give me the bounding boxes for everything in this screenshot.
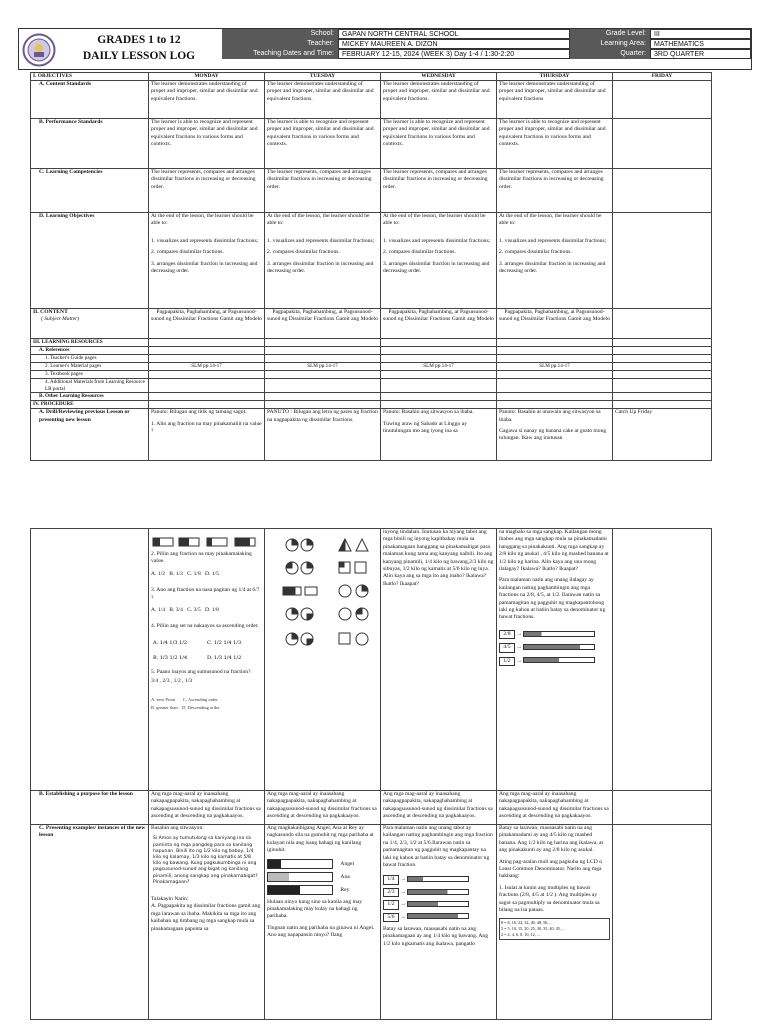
grade-value: III — [650, 29, 751, 39]
thursday-header: THURSDAY — [497, 73, 613, 81]
arrow-icon: → — [400, 876, 406, 883]
drill-question-1: 1. Alin ang fraction na may pinakamaliit na value ? — [151, 420, 262, 434]
fraction-bars — [499, 630, 610, 666]
objectives-cell — [497, 213, 613, 309]
row-label: 1. Teacher's Guide pages — [31, 355, 149, 363]
cell: The learner represents, compares and arranges dissimilar fractions in increasing or decreasing order. — [265, 169, 381, 213]
option: A. 1/4 — [151, 607, 165, 614]
wednesday-header: WEDNESDAY — [381, 73, 497, 81]
fraction-bar-row — [499, 657, 610, 666]
fraction-bar — [407, 913, 469, 919]
row-label: 4. Additional Materials from Learning Resource LR portal — [31, 379, 149, 393]
shaded-rectangle — [267, 885, 333, 895]
content-sublabel: ( Subject Matter) — [41, 316, 80, 323]
situation-intro: Basahin ang sitwasyon: — [151, 825, 204, 831]
obj-intro: At the end of the lesson, the learner should be able to: — [151, 213, 254, 227]
lesson-log-table — [30, 72, 712, 461]
cell: Ang mga mag-aaral ay inaasahang nakapagpapakita, nakapaghahambing at nakapagsusunod-sunod ng dissimilar fractions sa ascending at descending na pagkakaayos. — [265, 791, 381, 825]
cell: Pagpapakita, Paghahambing, at Pagsusunod-sunod ng Dissimilar Fractions Gamit ang Modelo — [149, 309, 265, 339]
presenting-wednesday-cell — [381, 825, 497, 1020]
drill-cell — [149, 409, 265, 461]
question-2-options — [151, 571, 262, 578]
cell: SLM pp.14-17 — [497, 363, 613, 371]
presenting-monday-cell — [149, 825, 265, 1020]
option: B. 1/3 — [169, 570, 183, 577]
question-5-fractions: 3/4 , 2/3 , 1/2 , 1/3 — [151, 678, 193, 685]
fraction-bars — [383, 875, 494, 922]
presenting-thursday-cell — [497, 825, 613, 1020]
cell: The learner is able to recognize and represent proper and improper, similar and dissimilar and equivalent fractions in various forms and contexts. — [265, 119, 381, 169]
cell — [613, 119, 712, 169]
option: B. greater than — [151, 704, 178, 710]
drill-situation: Tuwing araw ng Sabado at Linggo ay tinutulungan mo ang iyong ina sa — [383, 420, 467, 434]
quarter-value: 3RD QUARTER — [650, 49, 751, 59]
obj-1: 1. visualizes and represents dissimilar fractions; — [383, 237, 491, 244]
cell: The learner is able to recognize and represent proper and improper, similar and dissimilar and equivalent fractions in various forms and contexts. — [381, 119, 497, 169]
cell: The learner demonstrates understanding of proper and improper, similar and dissimilar and equivalent fractions — [497, 81, 613, 119]
cell — [613, 309, 712, 339]
option: A. 1/2 — [151, 570, 165, 577]
fraction-bar-row — [383, 875, 494, 884]
teacher-label: Teacher: — [222, 39, 338, 49]
fraction-bar — [407, 876, 469, 882]
row-label: C. Learning Competencies — [31, 169, 149, 213]
drill-tuesday-cell — [265, 529, 381, 791]
arrow-icon: → — [516, 630, 522, 637]
fraction-label: 1/2 — [383, 900, 399, 909]
content-label-cell — [31, 309, 149, 339]
row-label: A. Drill/Reviewing previous Lesson or presenting new lesson — [31, 409, 149, 461]
other-resources-row — [31, 393, 712, 401]
fraction-bar-row — [383, 900, 494, 909]
document-title — [59, 32, 219, 64]
cell: The learner is able to recognize and represent proper and improper, similar and dissimilar and equivalent fractions in various forms and contexts. — [497, 119, 613, 169]
option: D. 1/5 — [204, 570, 219, 577]
obj-3: 3. arranges dissimilar fraction in increasing and decreasing order. — [151, 260, 258, 275]
objectives-cell — [149, 213, 265, 309]
svg-text:C. 1/2 1/4 1/3: C. 1/2 1/4 1/3 — [207, 639, 242, 646]
fraction-label: 2/3 — [383, 888, 399, 897]
fraction-bar-row — [383, 913, 494, 922]
guess-text: Hulaan ninyo kung sino sa kanila ang may pinakamalaking may kulay na bahagi ng parihaba. — [267, 898, 363, 920]
svg-text:A. 1/4 1/3 1/2: A. 1/4 1/3 1/2 — [153, 639, 188, 646]
cell: SLM pp.14-17 — [265, 363, 381, 371]
arrow-icon: → — [516, 657, 522, 664]
content-standards-row — [31, 81, 712, 119]
page-gap — [0, 480, 768, 528]
school-label: School: — [222, 29, 338, 39]
row-label: A. References — [31, 347, 149, 355]
drill-cell — [497, 409, 613, 461]
area-label: Learning Area: — [570, 39, 650, 49]
monday-header: MONDAY — [149, 73, 265, 81]
fraction-bar — [523, 657, 595, 663]
drill-situation: Gagawa si nanay ng banana cake at gusto mong tulungan. Ikaw ang inutusan — [499, 428, 607, 442]
cell: The learner demonstrates understanding of proper and improper, similar and dissimilar and equivalent fractions. — [381, 81, 497, 119]
row-label: B. Performance Standards — [31, 119, 149, 169]
fraction-shapes-image — [151, 537, 259, 547]
lm-row — [31, 363, 712, 371]
obj-2: 2. compares dissimilar fractions. — [151, 249, 224, 256]
name-label: Angel — [340, 860, 355, 867]
cell: Ang mga mag-aaral ay inaasahang nakapagpapakita, nakapaghahambing at nakapagsusunod-sunod ng dissimilar fractions sa ascending at descending na pagkakaayos. — [381, 791, 497, 825]
question-4: 4. Piliin ang set na nakaayos sa ascending order. — [151, 623, 259, 630]
rectangles-figure — [267, 859, 378, 895]
references-row — [31, 347, 712, 355]
title-line-1: GRADES 1 to 12 — [97, 34, 181, 46]
fraction-sets-image — [151, 635, 259, 665]
option: B. 3/4 — [169, 607, 183, 614]
fraction-label: 1/4 — [383, 875, 399, 884]
drill-monday-cell — [149, 529, 265, 791]
fraction-label: 4/5 — [499, 643, 515, 652]
arrow-icon: → — [516, 644, 522, 651]
textbook-row — [31, 371, 712, 379]
page-2 — [0, 528, 768, 1024]
fraction-label: 2/8 — [499, 630, 515, 639]
resources-row — [31, 339, 712, 347]
name-label: Ana — [340, 873, 350, 880]
performance-standards-row — [31, 119, 712, 169]
situation-box: Si Amos ay tumutulong sa kaniyang ina sa paminta ng mga pangdeg para sa kanilang hapunan. Binili ito ng 1/2 kilo ng baboy, 1/4 kilo ng kalamay, 1/3 kilo ng kamatis at 5/8 kilo ng bawang. Kung pagkukumbinga ni ang pagsusunod-sunod ang bigat ng kanilang pinamili, anong sangkap ang pinakamabigat? Pinakamagaan? — [153, 836, 258, 885]
lesson-log-table-continued — [30, 528, 712, 1020]
option: D. 1/8 — [204, 607, 219, 614]
obj-2: 2. compares dissimilar fractions. — [383, 249, 456, 256]
situation-text: Ang magkakaibigang Angel, Ana at Rey ay nagkasundo sila na gumuhit ng mga parihaba at kulayan nila ang isang bahagi ng kanilang iginuhit. — [267, 825, 374, 854]
fraction-bar-row — [499, 630, 610, 639]
objectives-row — [31, 213, 712, 309]
cell: SLM pp.14-17 — [381, 363, 497, 371]
dates-label: Teaching Dates and Time: — [222, 49, 338, 59]
question-5: 5. Paano inayos ang sumusunod na fraction? — [151, 668, 251, 675]
obj-intro: At the end of the lesson, the learner should be able to: — [267, 213, 370, 227]
dates-value: FEBRUARY 12-15, 2024 (WEEK 3) Day 1-4 / 1:30-2:20 — [338, 49, 570, 59]
obj-1: 1. visualizes and represents dissimilar fractions; — [499, 237, 607, 244]
cell: Catch Up Friday — [613, 409, 712, 461]
establish-row — [31, 791, 712, 825]
content-label: II. CONTENT — [33, 309, 68, 315]
cell: The learner represents, compares and arranges dissimilar fractions in increasing or decreasing order. — [149, 169, 265, 213]
row-label: 2. Learner's Material pages — [31, 363, 149, 371]
obj-2: 2. compares dissimilar fractions. — [499, 249, 572, 256]
cell: The learner demonstrates understanding of proper and improper, similar and dissimilar and equivalent fractions. — [265, 81, 381, 119]
multiples-line: 2 = 2, 4, 6, 8, 10, 12, ... — [501, 932, 541, 938]
cell: PANUTO : Bilugan ang letra ng pares ng fraction na nagpapakita ng dissimilar fractions. — [265, 409, 381, 461]
objectives-cell — [265, 213, 381, 309]
question-3-options — [151, 607, 262, 614]
tg-row — [31, 355, 712, 363]
header — [18, 28, 752, 70]
arrow-icon: → — [400, 888, 406, 895]
multiples-box — [499, 918, 610, 940]
cell: The learner represents, compares and arranges dissimilar fractions in increasing or decreasing order. — [381, 169, 497, 213]
arrow-icon: → — [400, 913, 406, 920]
page-1 — [0, 0, 768, 480]
shaded-rectangle — [267, 859, 333, 869]
obj-intro: At the end of the lesson, the learner should be able to: — [383, 213, 486, 227]
drill-instruction: Panuto: Bilugan ang titik ng tamang sagot. — [151, 409, 247, 416]
question-3: 3. Ano ang fraction na nasa pagitan ng 1/4 at 6/7 ? — [151, 587, 260, 601]
drill-instruction: Panuto: Basahin at unawain ang sitwasyon sa ibaba. — [499, 409, 601, 423]
cell — [613, 81, 712, 119]
shaded-rectangle — [267, 872, 333, 882]
option: C. 1/8 — [187, 570, 201, 577]
presenting-row — [31, 825, 712, 1020]
fraction-bar-row — [499, 643, 610, 652]
rectangle-row — [267, 872, 378, 882]
row-label: A. Content Standards — [31, 81, 149, 119]
option: C. Ascending order — [183, 696, 218, 702]
rectangle-row — [267, 885, 378, 895]
option: C. 3/5 — [187, 607, 201, 614]
grade-label: Grade Level: — [570, 29, 650, 39]
observe-text: Tingnan natin ang parihaba na ginawa ni Angel. Ano ang napapansin ninyo? Ilang — [267, 924, 375, 939]
row-label: III. LEARNING RESOURCES — [31, 339, 149, 347]
procedure-row — [31, 401, 712, 409]
svg-text:B. 1/3 1/2 1/4: B. 1/3 1/2 1/4 — [153, 654, 188, 661]
row-label: D. Learning Objectives — [31, 213, 149, 309]
presenting-tuesday-cell — [265, 825, 381, 1020]
obj-3: 3. arranges dissimilar fraction in increasing and decreasing order. — [267, 260, 374, 275]
discussion-text: A. Pagpapakita ng dissimilar fractions gamit ang mga larawan sa ibaba. Makikita sa mga ito ang kaibahan ng timbang ng mga sangkap mula sa pinakamagaan papunta sa — [151, 903, 261, 932]
title-line-2: DAILY LESSON LOG — [82, 50, 196, 62]
obj-2: 2. compares dissimilar fractions. — [267, 249, 340, 256]
deped-seal-icon — [22, 33, 56, 67]
conclusion-text: Batay sa larawan, mausasabi natin na ang pinakamagaan ay ang 1/4 kilo ng bawang. Ang 1/2 kilo ngkamatis ang ikalawa, pangatlo — [383, 926, 489, 947]
row-label: B. Establishing a purpose for the lesson — [31, 791, 149, 825]
row-label: C. Presenting examples/ instances of the new lesson — [31, 825, 149, 1020]
fraction-label: 1/2 — [499, 657, 515, 666]
fraction-bar-row — [383, 888, 494, 897]
quarter-label: Quarter: — [570, 49, 650, 59]
lcd-text: Ating pag-aralan muli ang pagkuha ng LCD o Least Common Denominator. Narito ang mga hakbang: — [499, 858, 602, 880]
name-label: Rey — [340, 886, 350, 893]
cell: SLM pp.14-17 — [149, 363, 265, 371]
fraction-pairs-image — [267, 535, 377, 653]
lcd-step-1: 1. Isulat at kunin ang multiples ng bawat fractions (2/8, 4/5 at 1/2 ). Ang multiples ay sagot sa pagmultiply sa denominator mula sa bilang na isa pataas. — [499, 884, 600, 914]
fraction-label: 5/6 — [383, 913, 399, 922]
multiples-line: 8 = 8, 16, 24, 32, 40, 48, 56, ... — [501, 920, 553, 926]
row-label: IV. PROCEDURE — [31, 401, 149, 409]
cell: Pagpapakita, Paghahambing, at Pagsusunod-sunod ng Dissimilar Fractions Gamit ang Modelo — [381, 309, 497, 339]
conclusion-text: Batay sa larawan, mausasabi natin na ang pinakamadami ay ang 4/5 kilo ng mashed banana. Ang 1/2 kilo ng harina ang ikalawa, at ang pinakakunti ay ang 2/8 kilo ng asukal. — [499, 825, 604, 854]
option: A. zero Prion — [151, 696, 176, 702]
rectangle-row — [267, 859, 378, 869]
table-header-row — [31, 73, 712, 81]
arrow-icon: → — [400, 901, 406, 908]
drill-row — [31, 409, 712, 461]
objectives-cell — [381, 213, 497, 309]
area-value: MATHEMATICS — [650, 39, 751, 49]
additional-row — [31, 379, 712, 393]
obj-3: 3. arranges dissimilar fraction in increasing and decreasing order. — [499, 260, 606, 275]
header-meta — [222, 29, 751, 69]
comparison-text: Para malaman natin ang unang ilalagay ay kailangan nating paghambingin ang mga fractions na 2/8, 4/5, at 1/2. Ilarawan natin sa pamamagitan ng pagguhit ng magkapantohong laki ng kahon at hatiin batay sa denominator ng bawat fractions. — [499, 577, 606, 621]
drill-thursday-cell — [497, 529, 613, 791]
friday-header: FRIDAY — [613, 73, 712, 81]
situation-text: na magbalo sa mga sangkap. Kailangan mong ibabos ang mga sangkap mula sa pinakamadami hanggang sa pinakakunti. Ang mga sangkap ay 2/8 kilo ng asukal , 4/5 kilo ng mashed banana at 1/2 kilo ng harina. Alin kaya ang una mong ilalagay? Ikalawa? Ikatlo? Ikaapat? — [499, 529, 609, 573]
cell: The learner represents, compares and arranges dissimilar fractions in increasing or decreasing order. — [497, 169, 613, 213]
cell: The learner demonstrates understanding of proper and improper, similar and dissimilar and equivalent fractions. — [149, 81, 265, 119]
row-label: B. Other Learning Resources — [31, 393, 149, 401]
obj-1: 1. visualizes and represents dissimilar fractions; — [267, 237, 375, 244]
drill-instruction: Panuto: Basahin ang sitwasyon sa ibaba. — [383, 409, 474, 416]
obj-1: 1. visualizes and represents dissimilar fractions; — [151, 237, 259, 244]
drill-wednesday-cell: inyong tindahan. Inutusan ka niyang tabot ang mga binili ng inyong kapitbahay mula sa pinakamagaan hanggang sa pinakamabigat para malaman kung tama ang kanyang naibili. Ito ang kanyang pinamili, 1/4 kilo ng bawang,2/3 kilo ng sibuyas, 1/2 kilo ng kamatis at 5/6 kilo ng luya. Alin kaya ang sa mga ito ang inaho? Ikalawa? Ikatlo? Ikaapat? — [381, 529, 497, 791]
teacher-value: MICKEY MAUREEN A. DIZON — [338, 39, 570, 49]
cell: Ang mga mag-aaral ay inaasahang nakapagpapakita, nakapaghahambing at nakapagsusunod-sunod ng dissimilar fractions sa ascending at descending na pagkakaayos. — [497, 791, 613, 825]
option: D. Descending order — [182, 704, 220, 710]
cell: Pagpapakita, Paghahambing, at Pagsusunod-sunod ng Dissimilar Fractions Gamit ang Modelo — [265, 309, 381, 339]
content-row — [31, 309, 712, 339]
school-value: GAPAN NORTH CENTRAL SCHOOL — [338, 29, 570, 39]
question-5-options — [151, 696, 262, 712]
objectives-header: I. OBJECTIVES — [31, 73, 149, 81]
svg-text:D. 1/3 1/4 1/2: D. 1/3 1/4 1/2 — [207, 654, 242, 661]
cell: Ang mga mag-aaral ay inaasahang nakapagpapakita, nakapaghahambing at nakapagsusunod-sunod ng dissimilar fractions sa ascending at descending na pagkakaayos. — [149, 791, 265, 825]
multiples-line: 5 = 5, 10, 15, 20, 25, 30, 35, 40, 45, ... — [501, 926, 566, 932]
drill-row-continued — [31, 529, 712, 791]
obj-intro: At the end of the lesson, the learner should be able to: — [499, 213, 602, 227]
tuesday-header: TUESDAY — [265, 73, 381, 81]
discussion-title: Talakayin Natin: — [151, 896, 189, 903]
cell: Pagpapakita, Paghahambing, at Pagsusunod-sunod ng Dissimilar Fractions Gamit ang Modelo — [497, 309, 613, 339]
drill-cell — [381, 409, 497, 461]
obj-3: 3. arranges dissimilar fraction in increasing and decreasing order. — [383, 260, 490, 275]
cell — [613, 169, 712, 213]
question-2: 2. Piliin ang fraction na may pinakamalaking value. — [151, 551, 252, 565]
fraction-bar — [523, 644, 595, 650]
cell: The learner is able to recognize and represent proper and improper, similar and dissimilar and equivalent fractions in various forms and contexts. — [149, 119, 265, 169]
fraction-bar — [407, 901, 469, 907]
row-label: 3. Textbook pages — [31, 371, 149, 379]
comparison-text: Para malaman natin ang unang tabot ay kailangan nating paghambingin ang mga fraction na 1/4, 2/3, 1/2 at 5/6.Ilarawan natin sa pamamagitan ng pagguhit ng magkapantay na laki ng kahon at hatiin batay sa denominator ng bawat fraction. — [383, 825, 493, 869]
cell — [613, 213, 712, 309]
fraction-bar — [407, 889, 469, 895]
competencies-row — [31, 169, 712, 213]
fraction-bar — [523, 631, 595, 637]
